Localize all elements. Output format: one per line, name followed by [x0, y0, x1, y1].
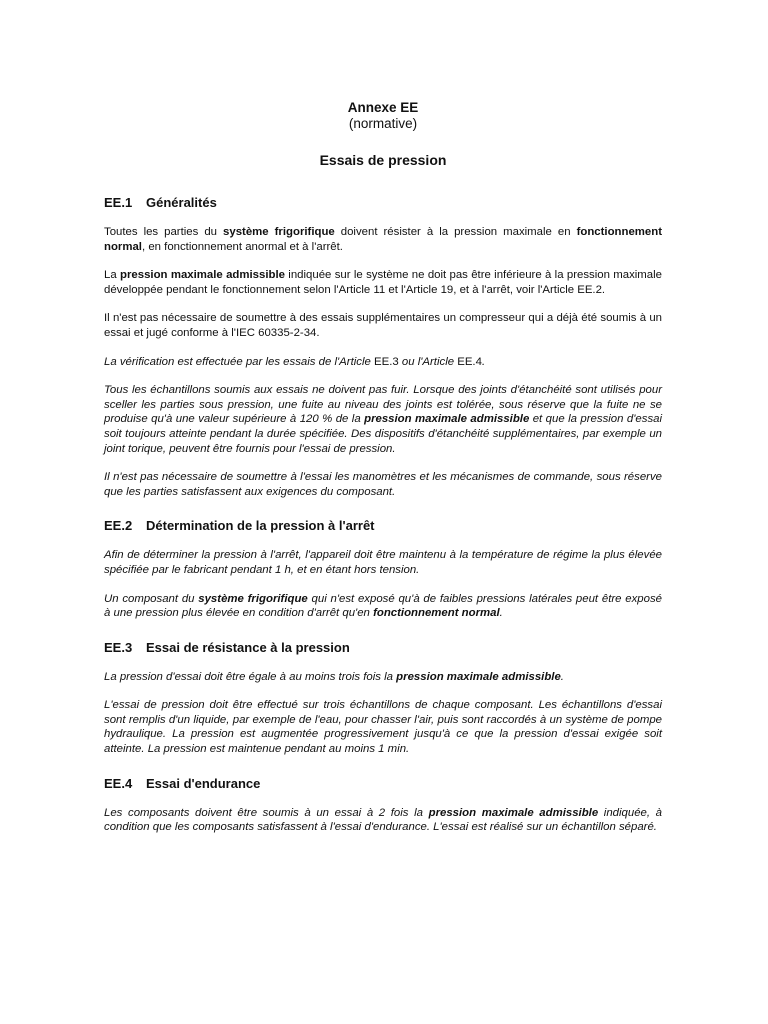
text-run: qui n'est exposé qu'à de faibles pressions latérales peut être exposé à une pression plus élevée en condition d'arrêt qu'en: [104, 592, 662, 620]
section-heading-ee1: [104, 195, 662, 211]
text-run: .: [481, 355, 486, 368]
annex-title: Annexe EE: [347, 100, 419, 115]
paragraph: L'essai de pression doit être effectué sur trois échantillons de chaque composant. Les échantillons d'essai sont remplis d'un liquide, par exemple de l'eau, pour chasser l'air, puis sont raccordés à un système de pompe hydraulique. La pression est augmentée progressivement jusqu'à ce que la pression d'essai exigée soit atteinte. La pression est maintenue pendant au moins 1 min.: [104, 699, 662, 756]
paragraph: Il n'est pas nécessaire de soumettre à l'essai les manomètres et les mécanismes de commande, sous réserve que les parties satisfassent aux exigences du composant.: [104, 471, 662, 498]
paragraph: [104, 806, 662, 835]
text-run: EE.3: [374, 355, 399, 368]
defined-term: fonctionnement normal: [373, 607, 500, 620]
document-page: [104, 100, 662, 835]
defined-term: fonctionnement normal: [104, 226, 663, 253]
paragraph: [104, 355, 662, 370]
text-run: , en fonctionnement anormal et à l'arrêt.: [141, 240, 343, 253]
text-run: .: [560, 670, 564, 683]
text-run: Toutes les parties du: [104, 226, 224, 238]
section-title: Essai de résistance à la pression: [146, 639, 350, 655]
text-run: .: [499, 607, 503, 620]
defined-term: pression maximale admissible: [364, 413, 530, 426]
section-heading-ee3: [104, 640, 662, 656]
section-title: Essai d'endurance: [146, 775, 261, 791]
paragraph: [104, 225, 662, 254]
defined-term: système frigorifique: [198, 592, 308, 605]
text-run: La: [104, 269, 121, 282]
paragraph: [104, 268, 662, 297]
text-run: doivent résister à la pression maximale en: [334, 226, 577, 238]
defined-term: pression maximale admissible: [428, 806, 599, 819]
paragraph: Afin de déterminer la pression à l'arrêt, l'appareil doit être maintenu à la température de régime la plus élevée spécifiée par le fabricant pendant 1 h, et en étant hors tension.: [104, 549, 662, 576]
section-number: EE.4: [104, 775, 133, 791]
document-title: Essais de pression: [319, 152, 447, 168]
section-number: EE.1: [104, 195, 133, 210]
text-run: indiquée sur le système ne doit pas être inférieure à la pression maximale développée pendant le fonctionnement selon l'Article 11 et l'Article 19, et à l'arrêt, voir l'Article EE.2.: [104, 269, 662, 296]
text-run: et que la pression d'essai soit toujours atteinte pendant la durée spécifiée. Des dispositifs d'étanchéité supplémentaires, par exemple un joint torique, peuvent être fournis pour l'essai de pression.: [104, 413, 662, 455]
annex-subtitle: (normative): [348, 116, 418, 131]
text-run: Les composants doivent être soumis à un essai à 2 fois la: [104, 806, 429, 819]
paragraph: [104, 383, 662, 456]
text-run: EE.4: [457, 355, 482, 368]
defined-term: pression maximale admissible: [396, 670, 561, 683]
section-number: EE.2: [104, 518, 133, 534]
paragraph: [104, 592, 662, 621]
text-run: ou l'Article: [398, 355, 458, 368]
section-number: EE.3: [104, 639, 133, 655]
text-run: Un composant du: [104, 592, 199, 605]
section-title: Généralités: [146, 195, 217, 210]
text-run: Tous les échantillons soumis aux essais ne doivent pas fuir. Lorsque des joints d'étanchéité sont utilisés pour sceller les parties sous pression, une fuite au niveau des joints est tolérée, sous réserve que la fuite ne se produise qu'à une valeur supérieure à 120 % de la: [104, 384, 662, 426]
paragraph: [104, 670, 662, 685]
defined-term: pression maximale admissible: [120, 269, 285, 282]
text-run: La pression d'essai doit être égale à au moins trois fois la: [104, 670, 397, 683]
paragraph: Il n'est pas nécessaire de soumettre à des essais supplémentaires un compresseur qui a déjà été soumis à un essai et jugé conforme à l'IEC 60335-2-34.: [104, 312, 662, 339]
text-run: La vérification est effectuée par les essais de l'Article: [104, 355, 374, 368]
section-title: Détermination de la pression à l'arrêt: [146, 518, 375, 534]
section-heading-ee4: [104, 776, 662, 792]
text-run: indiquée, à condition que les composants satisfassent à l'essai d'endurance. L'essai est réalisé sur un échantillon séparé.: [104, 806, 662, 834]
section-heading-ee2: [104, 518, 662, 534]
defined-term: système frigorifique: [223, 226, 335, 238]
